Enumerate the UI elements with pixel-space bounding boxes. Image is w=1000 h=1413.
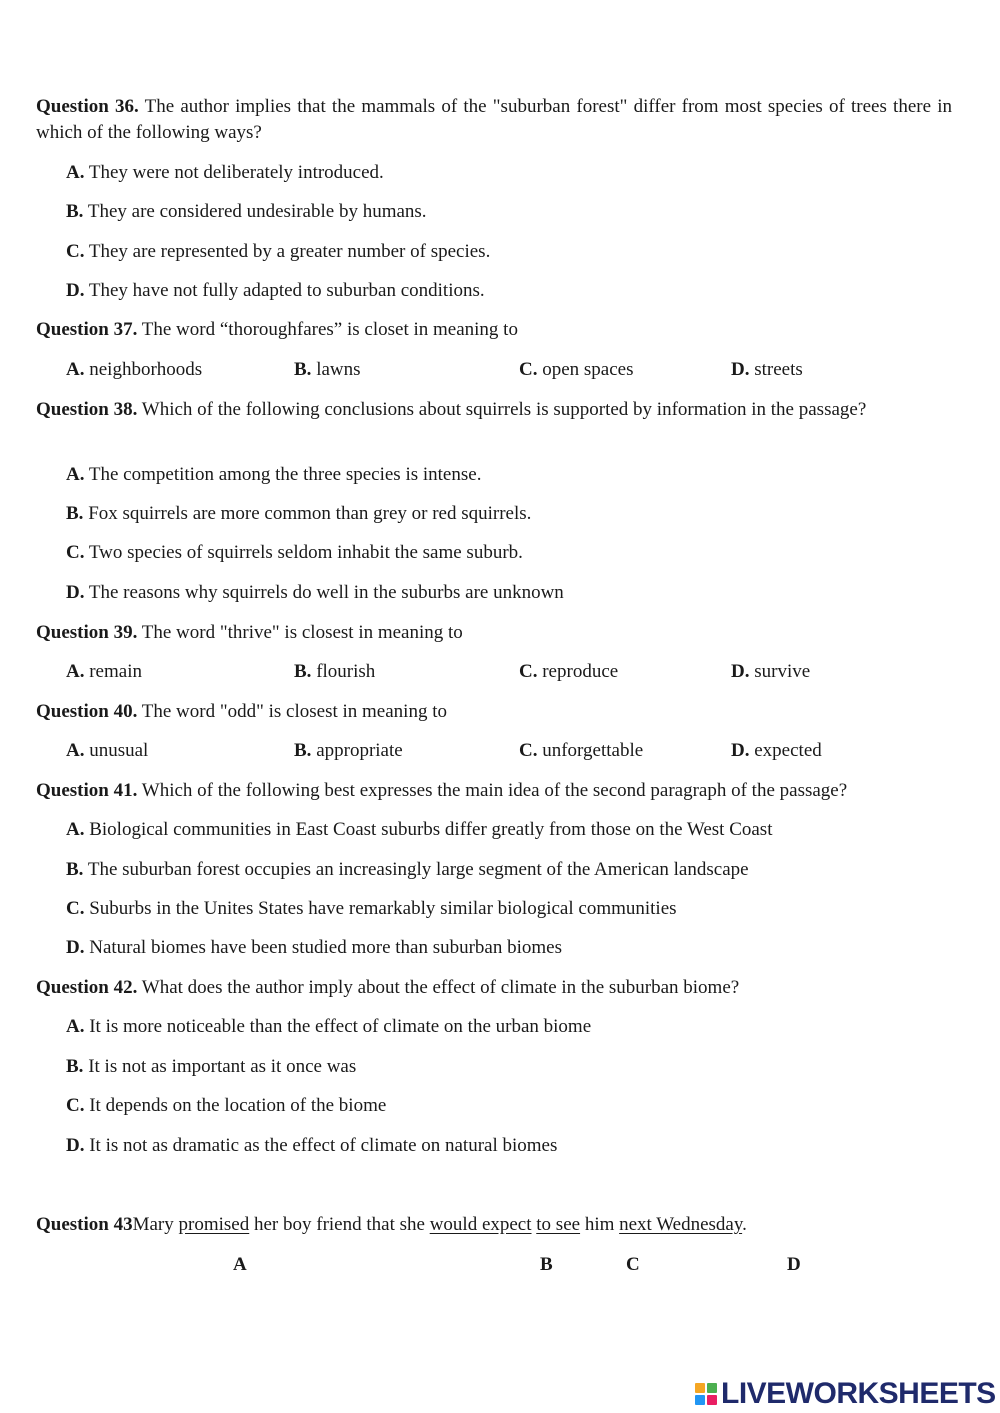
option-text: survive xyxy=(749,661,811,682)
option-text: Biological communities in East Coast suburbs differ greatly from those on the West Coast xyxy=(84,819,773,840)
option-letter: B. xyxy=(294,661,312,682)
option-letter: C. xyxy=(519,740,538,761)
option-b[interactable] xyxy=(66,199,427,225)
option-letter: D. xyxy=(66,1135,85,1156)
option-text: They are represented by a greater number of species. xyxy=(84,241,491,262)
option-letter: D. xyxy=(66,937,85,958)
option-letter: B. xyxy=(66,503,84,524)
option-c[interactable] xyxy=(519,659,618,685)
option-letter: A. xyxy=(66,359,85,380)
option-text: The suburban forest occupies an increasingly large segment of the American landscape xyxy=(83,859,749,880)
question-36 xyxy=(36,94,952,146)
option-letter: D. xyxy=(731,740,750,761)
option-letter: D. xyxy=(731,661,750,682)
option-letter: A. xyxy=(66,661,85,682)
option-a[interactable] xyxy=(66,817,772,843)
option-text: unusual xyxy=(84,740,149,761)
option-a[interactable] xyxy=(66,1014,591,1040)
option-d[interactable] xyxy=(66,278,485,304)
underlined-part-c[interactable]: to see xyxy=(536,1214,581,1235)
option-c[interactable] xyxy=(519,357,634,383)
sentence-part: him xyxy=(580,1214,620,1235)
option-text: It is not as dramatic as the effect of climate on natural biomes xyxy=(84,1135,558,1156)
option-text: Natural biomes have been studied more than suburban biomes xyxy=(84,937,562,958)
liveworksheets-logo[interactable] xyxy=(695,1378,996,1410)
option-text: It is not as important as it once was xyxy=(83,1056,357,1077)
option-text: neighborhoods xyxy=(84,359,203,380)
question-label: Question 43 xyxy=(36,1214,133,1235)
option-letter: D. xyxy=(66,582,85,603)
underlined-part-a[interactable]: promised xyxy=(178,1214,250,1235)
sentence-part: her boy friend that she xyxy=(249,1214,430,1235)
option-c[interactable] xyxy=(66,239,490,265)
underlined-part-b[interactable]: would expect xyxy=(429,1214,532,1235)
option-text: unforgettable xyxy=(537,740,644,761)
question-text: The word "thrive" is closest in meaning to xyxy=(137,622,463,643)
option-text: appropriate xyxy=(311,740,403,761)
option-letter: A. xyxy=(66,162,85,183)
question-text: The author implies that the mammals of the "suburban forest" differ from most species of trees there in which of the following ways? xyxy=(36,96,952,143)
option-d[interactable] xyxy=(66,580,564,606)
question-39 xyxy=(36,620,463,646)
option-a[interactable] xyxy=(66,357,202,383)
option-text: They are considered undesirable by humans. xyxy=(83,201,427,222)
option-text: They were not deliberately introduced. xyxy=(84,162,384,183)
option-letter: A. xyxy=(66,1016,85,1037)
question-label: Question 39. xyxy=(36,622,138,643)
option-d[interactable] xyxy=(66,935,562,961)
option-text: flourish xyxy=(311,661,376,682)
option-d[interactable] xyxy=(66,1133,557,1159)
option-letter: C. xyxy=(66,542,85,563)
option-a[interactable] xyxy=(66,462,481,488)
option-letter: C. xyxy=(66,1095,85,1116)
option-letter: B. xyxy=(294,359,312,380)
option-letter: C. xyxy=(519,661,538,682)
option-text: Suburbs in the Unites States have remarkably similar biological communities xyxy=(84,898,677,919)
option-b[interactable] xyxy=(66,501,531,527)
option-b[interactable] xyxy=(66,857,749,883)
question-42 xyxy=(36,975,739,1001)
mark-b: B xyxy=(540,1254,553,1275)
option-letter: A. xyxy=(66,819,85,840)
logo-tile xyxy=(707,1383,717,1393)
option-c[interactable] xyxy=(66,896,677,922)
question-text: What does the author imply about the effect of climate in the suburban biome? xyxy=(137,977,740,998)
underlined-part-d[interactable]: next Wednesday xyxy=(619,1214,743,1235)
option-c[interactable] xyxy=(519,738,643,764)
option-letter: C. xyxy=(66,898,85,919)
question-text: Which of the following conclusions about squirrels is supported by information in the passage? xyxy=(137,399,867,420)
question-label: Question 42. xyxy=(36,977,138,998)
question-text: The word “thoroughfares” is closet in meaning to xyxy=(137,319,518,340)
question-43 xyxy=(36,1212,747,1238)
option-letter: C. xyxy=(66,241,85,262)
logo-tile xyxy=(707,1395,717,1405)
option-text: streets xyxy=(749,359,803,380)
option-letter: B. xyxy=(294,740,312,761)
sentence-part: Mary xyxy=(132,1214,179,1235)
option-text: open spaces xyxy=(537,359,634,380)
mark-a: A xyxy=(233,1254,247,1275)
option-d[interactable] xyxy=(731,738,822,764)
option-text: The reasons why squirrels do well in the suburbs are unknown xyxy=(84,582,564,603)
option-text: reproduce xyxy=(537,661,619,682)
option-text: They have not fully adapted to suburban conditions. xyxy=(84,280,485,301)
option-c[interactable] xyxy=(66,1093,386,1119)
question-label: Question 38. xyxy=(36,399,138,420)
option-letter: A. xyxy=(66,740,85,761)
option-text: It depends on the location of the biome xyxy=(84,1095,387,1116)
question-label: Question 40. xyxy=(36,701,138,722)
option-a[interactable] xyxy=(66,659,142,685)
logo-text: LIVEWORKSHEETS xyxy=(721,1377,996,1410)
question-label: Question 41. xyxy=(36,780,138,801)
option-text: The competition among the three species is intense. xyxy=(84,464,482,485)
question-37 xyxy=(36,317,518,343)
option-letter: B. xyxy=(66,1056,84,1077)
logo-tile xyxy=(695,1395,705,1405)
option-text: Fox squirrels are more common than grey or red squirrels. xyxy=(83,503,532,524)
option-b[interactable] xyxy=(294,659,375,685)
question-text: Which of the following best expresses the main idea of the second paragraph of the passage? xyxy=(137,780,848,801)
question-40 xyxy=(36,699,447,725)
option-c[interactable] xyxy=(66,540,523,566)
logo-tiles-icon xyxy=(695,1383,717,1405)
option-d[interactable] xyxy=(731,659,810,685)
option-letter: B. xyxy=(66,859,84,880)
option-text: expected xyxy=(749,740,822,761)
mark-d: D xyxy=(787,1254,801,1275)
sentence-part: . xyxy=(742,1214,747,1235)
option-b[interactable] xyxy=(294,357,361,383)
option-text: Two species of squirrels seldom inhabit the same suburb. xyxy=(84,542,523,563)
option-b[interactable] xyxy=(294,738,403,764)
option-letter: D. xyxy=(731,359,750,380)
option-text: lawns xyxy=(311,359,361,380)
option-text: It is more noticeable than the effect of climate on the urban biome xyxy=(84,1016,592,1037)
option-a[interactable] xyxy=(66,738,148,764)
option-letter: A. xyxy=(66,464,85,485)
option-letter: C. xyxy=(519,359,538,380)
mark-c: C xyxy=(626,1254,640,1275)
question-41 xyxy=(36,778,847,804)
logo-tile xyxy=(695,1383,705,1393)
option-d[interactable] xyxy=(731,357,803,383)
question-label: Question 36. xyxy=(36,96,139,117)
question-label: Question 37. xyxy=(36,319,138,340)
question-text: The word "odd" is closest in meaning to xyxy=(137,701,447,722)
question-38 xyxy=(36,397,952,423)
option-letter: D. xyxy=(66,280,85,301)
option-b[interactable] xyxy=(66,1054,356,1080)
option-text: remain xyxy=(84,661,142,682)
option-a[interactable] xyxy=(66,160,384,186)
option-letter: B. xyxy=(66,201,84,222)
